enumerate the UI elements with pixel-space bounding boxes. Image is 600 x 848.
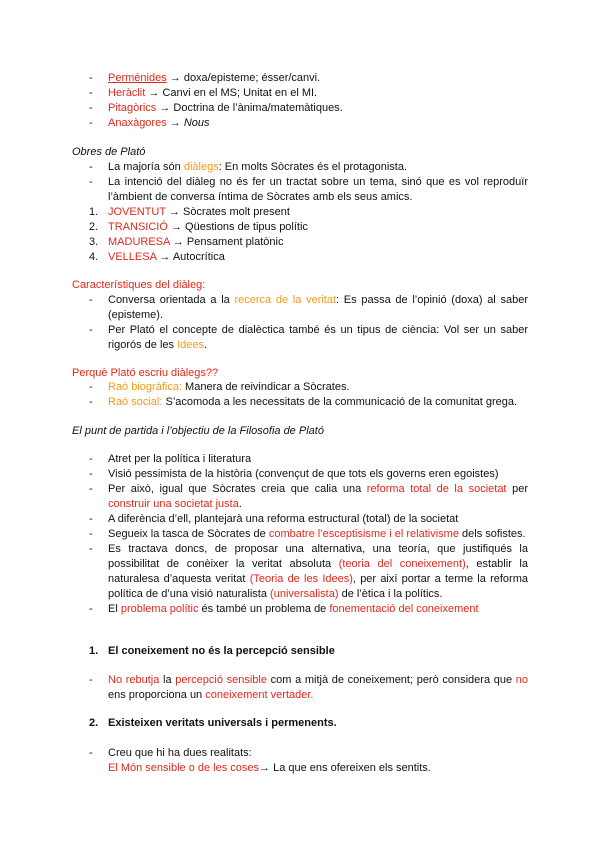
philosopher-text: → doxa/episteme; ésser/canvi. [169,72,321,84]
philosopher-text: → Canvi en el MS; Unitat en el MI. [148,87,318,99]
section-1-list [0,673,600,703]
philosophers-list [0,71,600,131]
list-item: - Pitagòrics → Doctrina de l’ànima/matemàtiques. [89,102,343,114]
list-item: - La intenció del diàleg no és fer un tractat sobre un tema, sinó que es vol reproduïr l’àmbient de conversa íntima de Sòcrates amb els seus amics. [89,176,528,203]
section-heading: Característiques del diàleg: [72,279,206,291]
list-item: - No rebutja la percepció sensible com a mitjà de coneixement; però considera que no ens proporciona un coneixement vertader. [89,674,528,701]
philosopher-name: Pitagòrics [108,102,157,114]
section-heading: El punt de partida i l’objectiu de la Filosofia de Plató [72,425,324,437]
section-2-list [0,746,600,776]
list-item: - Anaxàgores → Nous [89,117,210,129]
stage-item: 4. VELLESA → Autocrítica [89,251,225,263]
list-item: - Perménides → doxa/episteme; ésser/canvi. [89,72,321,84]
obres-list [0,160,600,265]
list-item: - Heràclit → Canvi en el MS; Unitat en el MI. [89,87,318,99]
section-heading: Obres de Plató [72,146,146,158]
list-item: - La majoría són diàlegs: En molts Sòcrates és el protagonista. [89,161,408,173]
philosopher-text: → Doctrina de l’ànima/matemàtiques. [159,102,343,114]
section-1 [0,644,600,659]
stage-item: 1. JOVENTUT → Sòcrates molt present [89,206,290,218]
list-item: - Es tractava doncs, de proposar una alternativa, una teoría, que justifiqués la possibilitat de conèixer la veritat absoluta (teoria del coneixement), establir la naturalesa d’aquesta veritat (Teoria de les Idees), per així portar a terme la reforma política de d’una visió naturalista (universalista) de l’ètica i la polítics. [89,543,528,600]
philosopher-em: Nous [183,117,210,129]
list-item: - Per Plató el concepte de dialèctica també és un tipus de ciència: Vol ser un saber rigorós de les Idees. [89,324,528,351]
stage-item: 3. MADURESA → Pensament platònic [89,236,284,248]
list-item: - Raó biogràfica: Manera de reivindicar a Sòcrates. [89,381,350,393]
perque-list [0,380,600,410]
list-item-continuation: El Món sensible o de les coses→ La que ens ofereixen els sentits. [108,762,431,774]
section-heading: Perquè Plató escriu diàlegs?? [72,367,219,379]
list-item: - Conversa orientada a la recerca de la veritat: Es passa de l’opinió (doxa) al saber (episteme). [89,294,528,321]
caract-list [0,293,600,353]
philosopher-name: Anaxàgores [108,117,167,129]
philosopher-text: → [169,117,181,129]
list-item: - A diferència d’ell, plantejarà una reforma estructural (total) de la societat [89,513,459,525]
list-item: - El problema polític és també un problema de fonementació del coneixement [89,603,479,615]
list-item: - Visió pessimista de la història (convençut de que tots els governs eren egoistes) [89,468,499,480]
list-item: - Segueix la tasca de Sòcrates de combatre l’esceptisisme i el relativisme dels sofistes. [89,528,526,540]
section-2 [0,716,600,731]
section-title: 1. El coneixement no és la percepció sensible [89,645,335,657]
list-item: - Creu que hi ha dues realitats: [89,747,252,759]
section-title: 2. Existeixen veritats universals i permenents. [89,717,337,729]
list-item: - Per això, igual que Sòcrates creia que calia una reforma total de la societat per construir una societat justa. [89,483,528,510]
philosopher-name: Perménides [108,72,167,84]
list-item: - Atret per la política i literatura [89,453,252,465]
philosopher-name: Heràclit [108,87,146,99]
stage-item: 2. TRANSICIÓ → Qüestions de tipus polític [89,221,308,233]
list-item: - Raó social: S’acomoda a les necessitats de la communicació de la comunitat grega. [89,396,518,408]
punt-list [0,452,600,617]
